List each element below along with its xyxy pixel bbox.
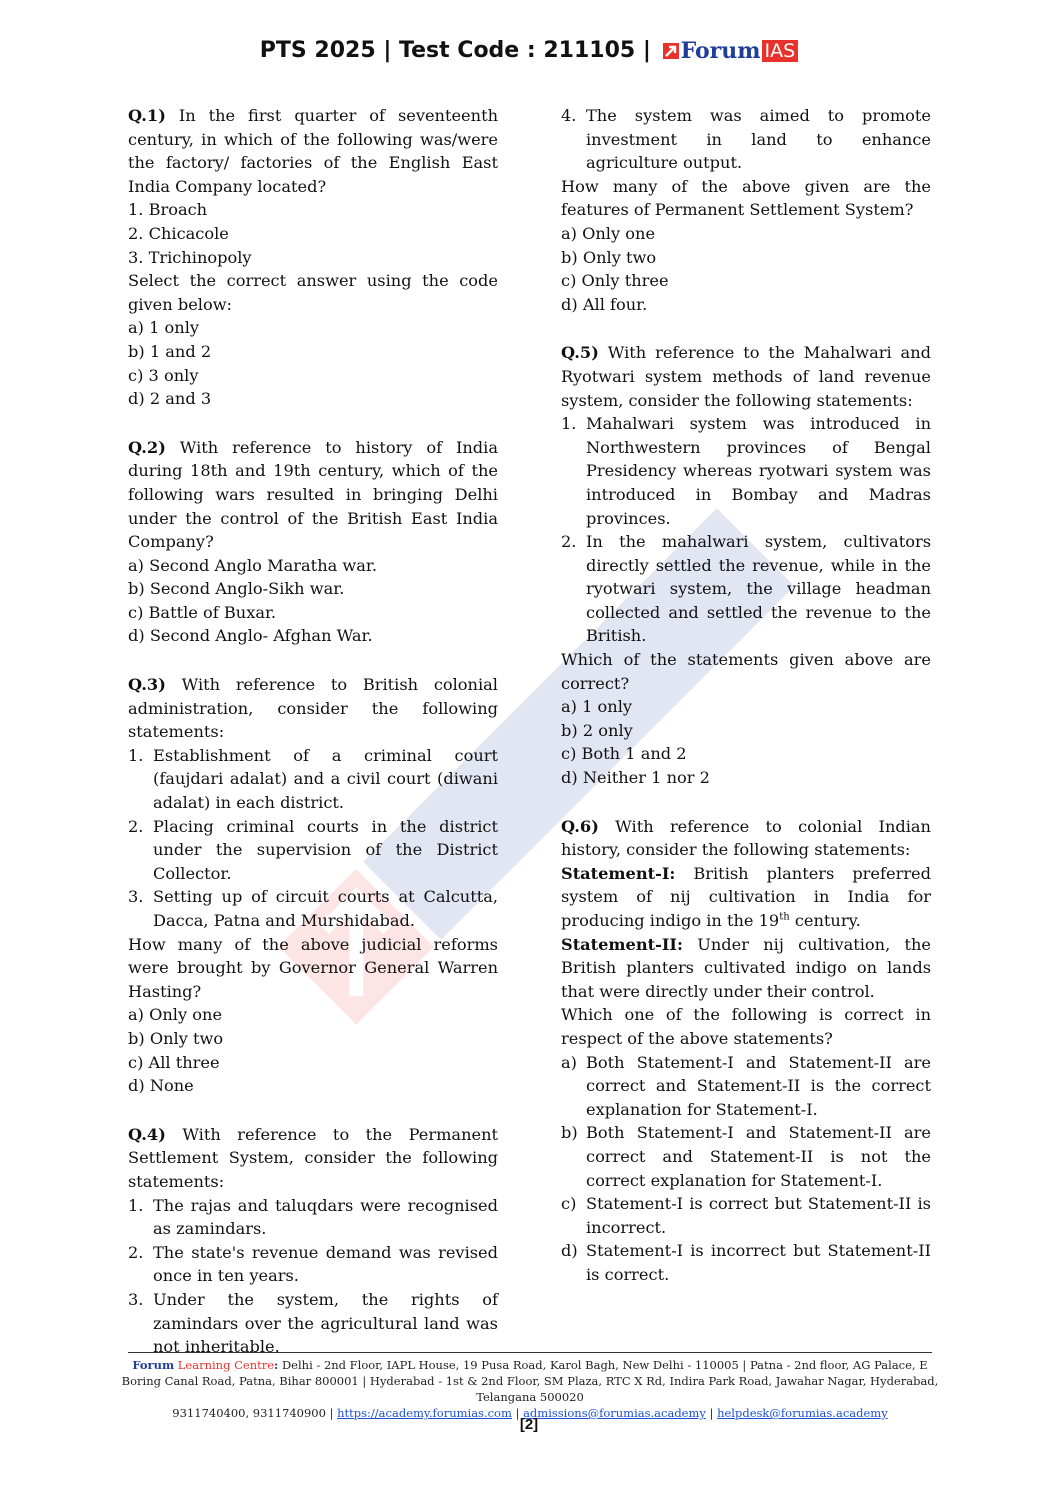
- left-column: [128, 104, 498, 1384]
- answer-option: c) Battle of Buxar.: [128, 602, 277, 622]
- statement-item: 2. In the mahalwari system, cultivators directly settled the revenue, while in the ryotwari system, the village headman collected and settled the revenue to the British.: [561, 532, 931, 646]
- question-text: In the first quarter of seventeenth century, in which of the following was/were the factory/ factories of the English East India Company located?: [128, 106, 498, 196]
- statement-list: [561, 412, 931, 648]
- list-item: 3. Trichinopoly: [128, 247, 252, 267]
- page-header: [0, 38, 1058, 64]
- right-column: [561, 104, 931, 1312]
- answer-option: b) Both Statement-I and Statement-II are correct and Statement-II is not the correct explanation for Statement-I.: [561, 1123, 931, 1190]
- footer-link-academy[interactable]: https://academy.forumias.com: [337, 1406, 512, 1420]
- answer-option: d) Neither 1 nor 2: [561, 768, 710, 788]
- answer-option: c) All three: [128, 1052, 220, 1072]
- footer-brand-forum: Forum: [132, 1358, 175, 1372]
- question-number: Q.5): [561, 343, 599, 363]
- logo-ias-text: IAS: [762, 40, 799, 62]
- question-prompt: Which one of the following is correct in respect of the above statements?: [561, 1005, 931, 1048]
- answer-option: b) Only two: [128, 1028, 224, 1048]
- statement-item: 1. The rajas and taluqdars were recognised as zamindars.: [128, 1195, 498, 1239]
- footer-link-helpdesk[interactable]: helpdesk@forumias.academy: [717, 1406, 888, 1420]
- forumias-logo: [663, 38, 799, 64]
- logo-forum-text: Forum: [680, 38, 761, 64]
- question-2: [128, 436, 498, 648]
- statement-list: [561, 104, 931, 175]
- statement-item: 2. The state's revenue demand was revised once in ten years.: [128, 1242, 498, 1286]
- answer-option: d) Second Anglo- Afghan War.: [128, 626, 373, 646]
- answer-option: c) Only three: [561, 271, 669, 291]
- question-5: [561, 341, 931, 789]
- list-item: 1. Broach: [128, 200, 208, 220]
- footer-link-admissions[interactable]: admissions@forumias.academy: [523, 1406, 706, 1420]
- answer-option: b) 1 and 2: [128, 341, 212, 361]
- answer-option: a) 1 only: [561, 697, 633, 717]
- question-text: With reference to colonial Indian history, consider the following statements:: [561, 816, 931, 860]
- answer-option: b) Second Anglo-Sikh war.: [128, 579, 345, 599]
- question-number: Q.3): [128, 675, 166, 695]
- question-prompt: How many of the above judicial reforms were brought by Governor General Warren Hasting?: [128, 934, 498, 1001]
- question-prompt: How many of the above given are the features of Permanent Settlement System?: [561, 176, 931, 220]
- question-prompt: Which of the statements given above are correct?: [561, 650, 931, 693]
- question-number: Q.6): [561, 816, 599, 836]
- statement-item: 1. Establishment of a criminal court (faujdari adalat) and a civil court (diwani adalat) in each district.: [128, 745, 498, 813]
- question-number: Q.1): [128, 106, 166, 125]
- answer-option-list: [561, 1051, 931, 1287]
- answer-option: a) Only one: [561, 223, 656, 243]
- arrow-logo-icon: [663, 43, 679, 59]
- footer-address: Delhi - 2nd Floor, IAPL House, 19 Pusa Road, Karol Bagh, New Delhi - 110005 | Patna - 2nd floor, AG Palace, E Boring Canal Road, Patna, Bihar 800001 | Hyderabad - 1st & 2nd Floor, SM Plaza, RTC X Rd, Indira Park Road, Jawahar Nagar, Hyderabad, Telangana 500020: [121, 1358, 939, 1404]
- statement-list: [128, 744, 498, 933]
- statement-1: Statement-I: British planters preferred system of nij cultivation in India for producing indigo in the 19th century.: [561, 863, 931, 930]
- answer-option: b) 2 only: [561, 720, 633, 740]
- answer-option: a) Only one: [128, 1005, 223, 1025]
- question-text: With reference to British colonial administration, consider the following statements:: [128, 675, 498, 742]
- question-4: [128, 1123, 498, 1359]
- statement-item: 3. Under the system, the rights of zamindars over the agricultural land was not inheritable.: [128, 1289, 498, 1357]
- statement-item: 4. The system was aimed to promote investment in land to enhance agriculture output.: [561, 106, 931, 173]
- statement-item: 3. Setting up of circuit courts at Calcutta, Dacca, Patna and Murshidabad.: [128, 887, 498, 930]
- statement-list: [128, 1194, 498, 1359]
- question-4-continued: [561, 104, 931, 316]
- answer-option: a) Both Statement-I and Statement-II are correct and Statement-II is the correct explanation for Statement-I.: [561, 1052, 931, 1119]
- answer-option: c) Statement-I is correct but Statement-II is incorrect.: [561, 1194, 931, 1237]
- footer-brand-learning-centre: Learning Centre: [177, 1358, 275, 1372]
- answer-option: a) 1 only: [128, 318, 200, 338]
- question-6: [561, 815, 931, 1287]
- statement-item: 2. Placing criminal courts in the district under the supervision of the District Collector.: [128, 816, 498, 883]
- answer-option: c) Both 1 and 2: [561, 744, 687, 764]
- answer-option: c) 3 only: [128, 365, 199, 385]
- question-text: With reference to the Mahalwari and Ryotwari system methods of land revenue system, consider the following statements:: [561, 343, 931, 410]
- answer-option: b) Only two: [561, 247, 657, 267]
- question-text: With reference to the Permanent Settlement System, consider the following statements:: [128, 1124, 498, 1191]
- statement-item: 1. Mahalwari system was introduced in Northwestern provinces of Bengal Presidency whereas ryotwari system was introduced in Bombay and Madras provinces.: [561, 414, 931, 528]
- question-3: [128, 673, 498, 1098]
- answer-option: d) None: [128, 1076, 194, 1096]
- answer-option: d) Statement-I is incorrect but Statement-II is correct.: [561, 1241, 931, 1284]
- answer-option: a) Second Anglo Maratha war.: [128, 555, 378, 575]
- question-1: [128, 104, 498, 411]
- footer-phones: 9311740400, 9311740900: [172, 1406, 326, 1420]
- instruction-text: Select the correct answer using the code given below:: [128, 271, 498, 314]
- list-item: 2. Chicacole: [128, 223, 229, 243]
- page-footer: Forum Learning Centre: Delhi - 2nd Floor, IAPL House, 19 Pusa Road, Karol Bagh, New Delhi - 110005 | Patna - 2nd floor, AG Palace, E Boring Canal Road, Patna, Bihar 800001 | Hyderabad - 1st & 2nd Floor, SM Plaza, RTC X Rd, Indira Park Road, Jawahar Nagar, Hyderabad, Telangana 500020 9311740400, 9311740900 | https://academy.forumias.com | admissions@forumias.academy | helpdesk@forumias.academy: [121, 1358, 939, 1420]
- question-number: Q.4): [128, 1124, 166, 1144]
- header-title: PTS 2025 | Test Code : 211105 |: [259, 38, 651, 63]
- answer-option: d) All four.: [561, 294, 648, 314]
- question-number: Q.2): [128, 437, 166, 457]
- question-text: With reference to history of India during 18th and 19th century, which of the following wars resulted in bringing Delhi under the control of the British East India Company?: [128, 437, 498, 552]
- footer-divider: [128, 1352, 932, 1353]
- statement-2: Statement-II: Under nij cultivation, the British planters cultivated indigo on lands that were directly under their control.: [561, 934, 931, 1001]
- answer-option: d) 2 and 3: [128, 389, 212, 409]
- page-number: [2]: [519, 1416, 539, 1433]
